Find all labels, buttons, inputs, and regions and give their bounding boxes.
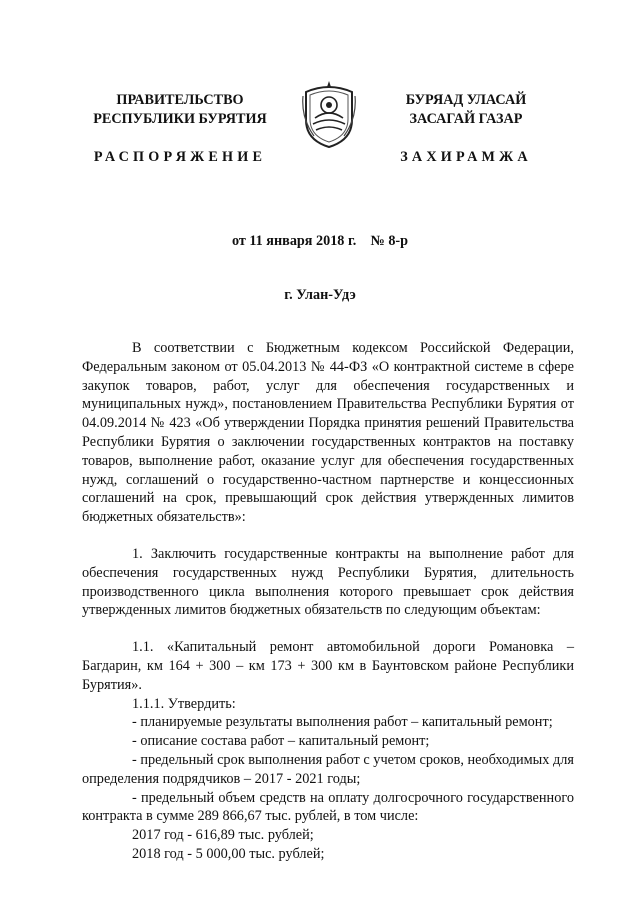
document-type-russian: РАСПОРЯЖЕНИЕ [93,149,267,165]
document-city: г. Улан-Удэ [284,287,356,303]
document-date-number: от 11 января 2018 г. № 8-р [231,233,409,249]
item-1-paragraph: 1. Заключить государственные контракты на выполнение работ для обеспечения государственных нужд Республики Бурятия, длительность производственного цикла выполнения которого превышает срок действия утвержденных лимитов бюджетных обязательств по следующим объектам: [82,545,574,619]
list-item: - планируемые результаты выполнения работ – капитальный ремонт; [132,714,553,731]
item-1-1-1-paragraph: 1.1.1. Утвердить: [132,695,236,712]
document-body [82,339,574,864]
year-amount-2017: 2017 год - 616,89 тыс. рублей; [132,827,314,844]
list-item: - предельный срок выполнения работ с учетом сроков, необходимых для определения подрядчиков – 2017 - 2021 годы; [82,751,574,787]
republic-coat-of-arms-icon [300,78,358,150]
issuer-line-1: ПРАВИТЕЛЬСТВО [116,92,244,108]
list-item: - описание состава работ – капитальный ремонт; [132,733,430,750]
year-amount-2018: 2018 год - 5 000,00 тыс. рублей; [132,845,325,862]
issuer-line-2: РЕСПУБЛИКИ БУРЯТИЯ [93,111,267,127]
list-item: - предельный объем средств на оплату долгосрочного государственного контракта в сумме 289 866,67 тыс. рублей, в том числе: [82,789,574,825]
document-type-buryat: ЗАХИРАМЖА [400,149,532,165]
issuer-block-buryat [378,91,554,167]
item-1-1-paragraph: 1.1. «Капитальный ремонт автомобильной дороги Романовка – Багдарин, км 164 + 300 – км 173 + 300 км в Баунтовском районе Республики Бурятия». [82,639,574,693]
issuer-line-2-buryat: ЗАСАГАЙ ГАЗАР [409,111,523,127]
intro-paragraph: В соответствии с Бюджетным кодексом Российской Федерации, Федеральным законом от 05.04.2013 № 44-ФЗ «О контрактной системе в сфере закупок товаров, работ, услуг для обеспечения государственных и муниципальных нужд», постановлением Правительства Республики Бурятия от 04.09.2014 № 423 «Об утверждении Порядка принятия решений Правительства Республики Бурятия о заключении государственных контрактов на поставку товаров, выполнение работ, оказание услуг для обеспечения государственных нужд, соглашений о государственно-частном партнерстве и концессионных соглашений на срок, превышающий срок действия утвержденных лимитов бюджетных обязательств»: [82,340,574,526]
issuer-block-russian [80,91,280,167]
issuer-line-1-buryat: БУРЯАД УЛАСАЙ [405,92,527,108]
